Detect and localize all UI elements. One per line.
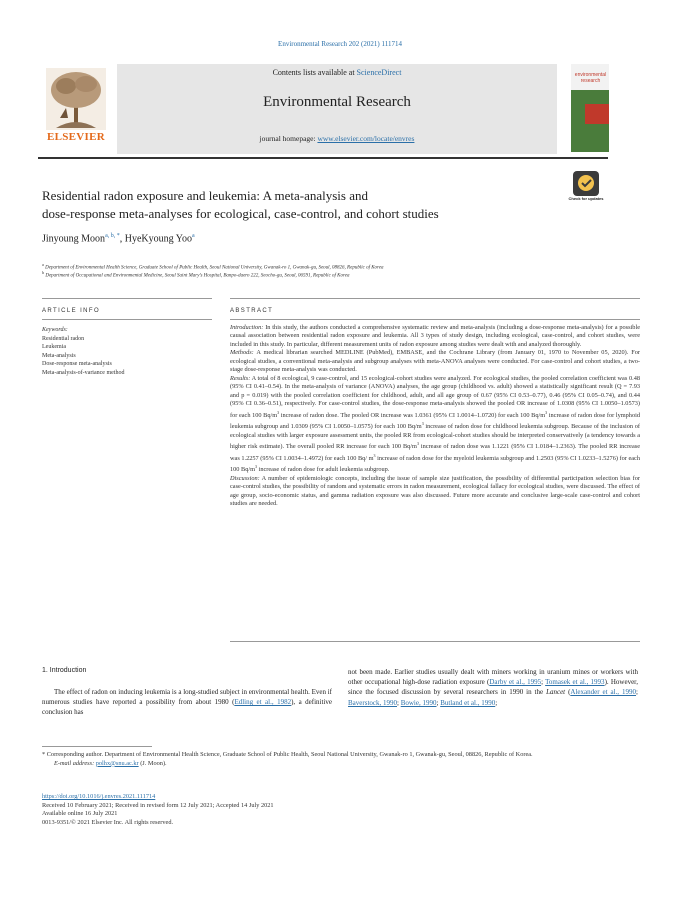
- author-name[interactable]: HyeKyoung Yoo: [124, 233, 192, 245]
- abstract-text: In this study, the authors conducted a comprehensive systematic review and meta-analysis (including a dose-response meta-analysis) for a possible causal association between residential radon exposure and leukemia. All 3 types of study design, including ecological, case-control, and cohort studies, were included in this study. In particular, different measurement units of radon exposure among studies were dealt with and analyzed thoroughly.: [230, 324, 640, 348]
- body-text: ;: [636, 688, 638, 697]
- abstract-rule-bottom: [230, 641, 640, 642]
- keyword-item: Residential radon: [42, 335, 85, 342]
- sciencedirect-link[interactable]: ScienceDirect: [356, 68, 402, 77]
- reference-link[interactable]: Edling et al., 1982: [234, 698, 292, 707]
- journal-name: Environmental Research: [263, 94, 411, 110]
- reference-link[interactable]: Baverstock, 1990: [348, 698, 397, 707]
- author-affiliation-marks[interactable]: a: [191, 233, 195, 239]
- doi-link[interactable]: https://doi.org/10.1016/j.envres.2021.111714: [42, 793, 156, 800]
- article-info-rule: [42, 319, 212, 320]
- body-text: ). However, since the focused discussion by several researchers in 1990 in the: [348, 678, 638, 697]
- available-online: Available online 16 July 2021: [42, 810, 118, 818]
- article-info-heading: ARTICLE INFO: [42, 308, 101, 314]
- abstract-text: A number of epidemiologic concepts, including the issue of sample size justification, the possibility of differential participation selection bias for case-control studies, the possibility of random and systematic errors in radon measurement, ecological fallacy for ecological studies, were discussed. The effect of age group, socio-economic status, and gamma radiation exposure was also discussed. Future more accurate and conclusive large-scale case-control and cohort studies are needed.: [230, 474, 640, 508]
- superscript: 3: [373, 452, 376, 458]
- check-for-updates-label[interactable]: Check for updates: [568, 196, 604, 201]
- received-dates: Received 10 February 2021; Received in revised form 12 July 2021; Accepted 14 July 2021: [42, 801, 274, 809]
- body-text: ;: [495, 698, 498, 707]
- abstract-text: increase of radon dose for the myeloid leukemia subgroup and 1.2503 (95% CI 1.0233–1.5276) for each 100 Bq/m: [230, 454, 640, 474]
- keywords-label: Keywords:: [42, 327, 68, 333]
- journal-citation[interactable]: Environmental Research 202 (2021) 111714: [278, 40, 402, 48]
- affiliation-text: Department of Environmental Health Science, Graduate School of Public Health, Seoul National University, Gwanak-ro 1, Gwanak-gu, Seoul, 08826, Republic of Korea: [45, 265, 384, 271]
- copyright-line: 0013-9351/© 2021 Elsevier Inc. All rights reserved.: [42, 818, 174, 826]
- body-text: The effect of radon on inducing leukemia is a long-studied subject in environmental health. Even if numerous studies have reported a possibility from about 1980 (: [42, 688, 332, 707]
- superscript: 3: [416, 441, 419, 447]
- article-metadata: [42, 793, 637, 827]
- abstract-methods: [230, 349, 640, 374]
- author-affiliation-marks[interactable]: a, b, *: [105, 233, 120, 239]
- abstract-section-label: Discussion:: [230, 474, 260, 482]
- reference-link[interactable]: Butland et al., 1990: [440, 698, 496, 707]
- corresponding-author-text: * Corresponding author. Department of Environmental Health Science, Graduate School of Public Health, Seoul National University, Gwanak-ro 1, Gwanak-gu, Seoul, 08826, Republic of Korea.: [42, 751, 533, 758]
- abstract-rule-top: [230, 298, 640, 299]
- abstract-rule: [230, 319, 640, 320]
- abstract-text: A total of 8 ecological, 9 case-control, and 15 ecological-cohort studies were analyzed. For ecological studies, the pooled correlation coefficient was 0.48 (95% CI 0.41–0.54). In the meta-analysis of variance (ANOVA) analyses, the age group (childhood vs. adult) showed a statistically significant result (Q = 7.93 and p = 0.019) with the pooled correlation coefficient for childhood, adult, and all age group of 0.67 (95% CI 0.53–0.77), 0.46 (95% CI 0.05–0.74), and 0.44 (95% CI 0.36–0.51), respectively. For case-control studies, the dose-response meta-analysis showed the pooled OR increase of 1.0308 (95% CI 1.0050–1.0573) for each 100 Bq/m: [230, 374, 640, 419]
- reference-link[interactable]: Darby et al., 1995: [489, 678, 542, 687]
- publisher-wordmark: ELSEVIER: [46, 131, 106, 143]
- email-label: E-mail address:: [54, 759, 95, 767]
- contents-prefix: Contents lists available at: [272, 68, 357, 77]
- body-text: ;: [397, 698, 401, 707]
- keyword-item: Dose-response meta-analysis: [42, 361, 112, 368]
- author-separator: ,: [119, 233, 125, 245]
- article-title-line-2: dose-response meta-analyses for ecological, case-control, and cohort studies: [42, 206, 439, 221]
- journal-cover-accent: [585, 104, 609, 124]
- abstract-heading: ABSTRACT: [230, 308, 274, 314]
- superscript: 3: [277, 409, 280, 415]
- abstract-section-label: Introduction:: [230, 324, 264, 331]
- body-text: (: [565, 688, 571, 697]
- abstract-text: increase of radon dose. The pooled OR increase was 1.0361 (95% CI 1.0014–1.0720) for each 100 Bq/m: [279, 411, 546, 419]
- reference-link[interactable]: Alexander et al., 1990: [570, 688, 637, 697]
- reference-link[interactable]: Bowie, 1990: [400, 698, 437, 707]
- abstract-body: [230, 324, 640, 509]
- elsevier-tree-icon: [46, 68, 106, 130]
- journal-homepage-line: [117, 134, 557, 143]
- superscript: 3: [545, 409, 548, 415]
- affiliation-marker: b: [42, 270, 45, 275]
- superscript: 3: [421, 421, 424, 427]
- body-text: not been made. Earlier studies usually dealt with miners working in uranium mines or workers with other occupational high-dose radiation exposure (: [348, 668, 638, 687]
- footnote-rule: [42, 746, 152, 747]
- abstract-text: increase of radon dose for lymphoid leukemia subgroup and 1.0309 (95% CI 1.0050–1.0575) for each 100 Bq/m: [230, 411, 641, 431]
- corresponding-author-note: [42, 751, 637, 768]
- superscript: 3: [255, 464, 258, 470]
- introduction-left-column: [42, 687, 332, 718]
- abstract-section-label: Methods:: [230, 349, 254, 357]
- abstract-text: increase of radon dose for childhood leukemia subgroup. Because of the inclusion of ecological studies with larger exposure assessment units, the pooled RR from ecological-cohort studies should be interpreted conservatively (a tendency towards a higher risk estimate). The overall pooled RR increase for each 100 Bq/m: [230, 423, 640, 451]
- abstract-text: increase of radon dose was 1.1221 (95% CI 1.0184–1.2363). The pooled RR increase was 1.2257 (95% CI 1.0034–1.4972) for each 100 Bq/ m: [230, 443, 640, 462]
- article-title: [42, 187, 562, 223]
- abstract-section-label: Results:: [230, 374, 251, 382]
- abstract-text: increase of radon dose for adult leukemia subgroup.: [257, 466, 390, 474]
- keyword-item: Meta-analysis-of-variance method: [42, 369, 125, 376]
- homepage-prefix: journal homepage:: [259, 134, 318, 143]
- affiliation-b: [42, 270, 350, 279]
- journal-name-italic: Lancet: [546, 688, 566, 697]
- body-text: ), a definitive conclusion has: [42, 698, 332, 717]
- abstract-text: A medical librarian searched MEDLINE (PubMed), EMBASE, and the Cochrane Library (from January 01, 1970 to November 05, 2020). For ecological studies, a conventional meta-analysis and subgroup analyses with meta-ANOVA analyses were conducted. For case-control and cohort studies, a two-stage dose-response meta-analysis was conducted.: [230, 349, 640, 374]
- keyword-item: Leukemia: [42, 344, 66, 351]
- section-heading: 1. Introduction: [42, 667, 87, 674]
- author-list: [42, 233, 195, 244]
- email-line: [42, 760, 637, 769]
- author-name[interactable]: Jinyoung Moon: [42, 233, 106, 245]
- body-text: ;: [541, 678, 546, 687]
- contents-line: [117, 68, 557, 77]
- header-divider: [38, 157, 608, 159]
- affiliation-text: Department of Occupational and Environmental Medicine, Seoul Saint Mary’s Hospital, Banpo-daero 222, Seocho-gu, Seoul, 06591, Republic of Korea: [45, 273, 350, 279]
- body-text: ;: [436, 698, 441, 707]
- abstract-results: [230, 375, 640, 475]
- journal-homepage-link[interactable]: www.elsevier.com/locate/envres: [317, 134, 415, 143]
- article-info-rule-top: [42, 298, 212, 299]
- introduction-right-column: [348, 667, 638, 708]
- abstract-discussion: [230, 475, 640, 509]
- journal-cover-title: environmental research: [574, 72, 607, 84]
- article-title-line-1: Residential radon exposure and leukemia: A meta-analysis and: [42, 188, 368, 203]
- abstract-introduction: [230, 324, 640, 349]
- reference-link[interactable]: Tomasek et al., 1993: [545, 678, 605, 687]
- email-suffix: (J. Moon).: [138, 759, 167, 767]
- keyword-item: Meta-analysis: [42, 352, 76, 359]
- keywords-block: [42, 326, 212, 378]
- affiliation-marker: a: [42, 262, 44, 267]
- email-link[interactable]: polhx@snu.ac.kr: [95, 759, 139, 767]
